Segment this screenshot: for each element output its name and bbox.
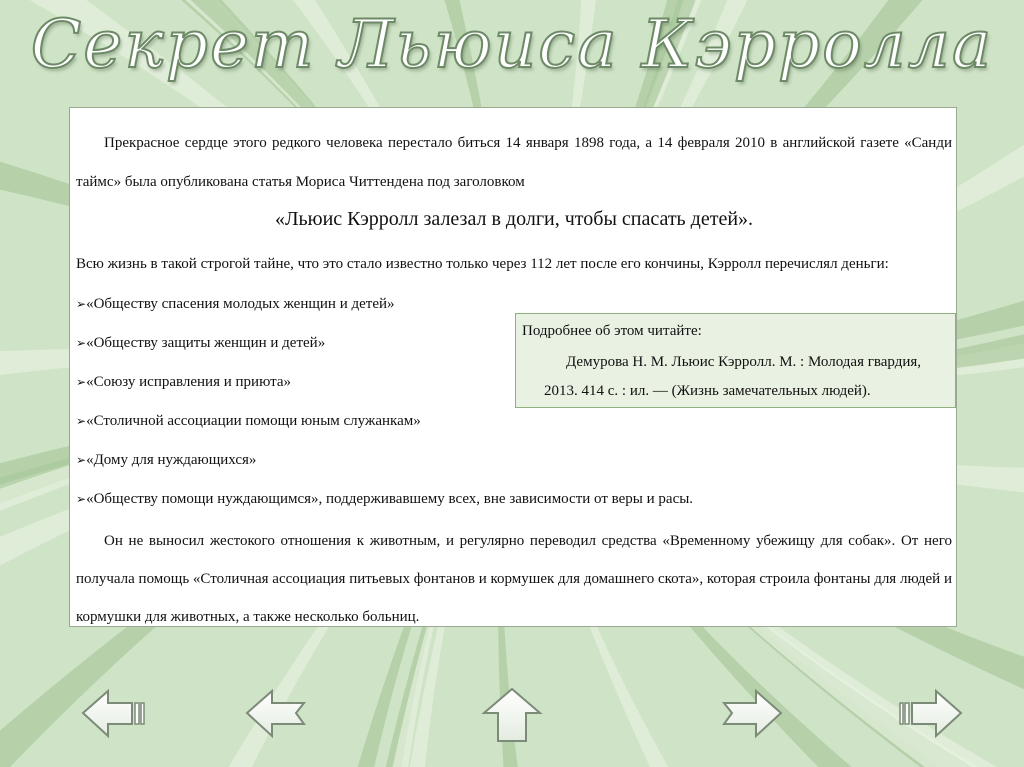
next-slide-button[interactable]: [714, 686, 784, 744]
arrow-bullet-icon: ➢: [76, 492, 87, 506]
donations-intro: Всю жизнь в такой строгой тайне, что это стало известно только через 112 лет после его кончины, Кэрролл перечислял деньги:: [76, 256, 889, 272]
arrow-bullet-icon: ➢: [76, 453, 87, 467]
arrow-left-bar-icon: [80, 686, 150, 744]
arrow-up-icon: [477, 686, 547, 744]
arrow-right-icon: [714, 686, 784, 744]
list-item: [76, 450, 693, 489]
list-item-text: «Столичной ассоциации помощи юным служанкам»: [86, 413, 421, 429]
list-item-text: «Обществу помощи нуждающимся», поддерживавшему всех, вне зависимости от веры и расы.: [86, 491, 694, 507]
further-reading-box: [515, 313, 956, 408]
arrow-right-bar-icon: [894, 686, 964, 744]
last-slide-button[interactable]: [894, 686, 964, 744]
further-reading-title: Подробнее об этом читайте:: [522, 323, 702, 339]
intro-text: Прекрасное сердце этого редкого человека перестало биться 14 января 1898 года, а 14 февраля 2010 в английской газете «Санди таймс» была опубликована статья Мориса Читтендена под заголовком: [76, 135, 952, 190]
list-item-text: «Дому для нуждающихся»: [86, 452, 257, 468]
book-reference-line-2: 2013. 414 с. : ил. — (Жизнь замечательных людей).: [544, 383, 871, 399]
arrow-bullet-icon: ➢: [76, 414, 87, 428]
list-item-text: «Обществу защиты женщин и детей»: [86, 335, 326, 351]
article-headline-quote: «Льюис Кэрролл залезал в долги, чтобы спасать детей».: [274, 208, 754, 230]
closing-paragraph: [76, 522, 952, 636]
arrow-bullet-icon: ➢: [76, 336, 87, 350]
first-slide-button[interactable]: [80, 686, 150, 744]
list-item-text: «Обществу спасения молодых женщин и детей»: [86, 296, 395, 312]
home-button[interactable]: [477, 686, 547, 744]
book-reference-line-1: Демурова Н. М. Льюис Кэрролл. М. : Молодая гвардия,: [566, 354, 922, 370]
previous-slide-button[interactable]: [244, 686, 314, 744]
arrow-bullet-icon: ➢: [76, 375, 87, 389]
slide-title: Секрет Льюиса Кэрролла: [30, 6, 994, 83]
intro-paragraph: [76, 124, 952, 202]
list-item-text: «Союзу исправления и приюта»: [86, 374, 291, 390]
arrow-left-icon: [244, 686, 314, 744]
arrow-bullet-icon: ➢: [76, 297, 87, 311]
closing-text: Он не выносил жестокого отношения к животным, и регулярно переводил средства «Временному убежищу для собак». От него получала помощь «Столичная ассоциация питьевых фонтанов и кормушек для домашнего скота», которая строила фонтаны для людей и кормушки для животных, а также несколько больниц.: [76, 533, 952, 625]
list-item: [76, 411, 693, 450]
